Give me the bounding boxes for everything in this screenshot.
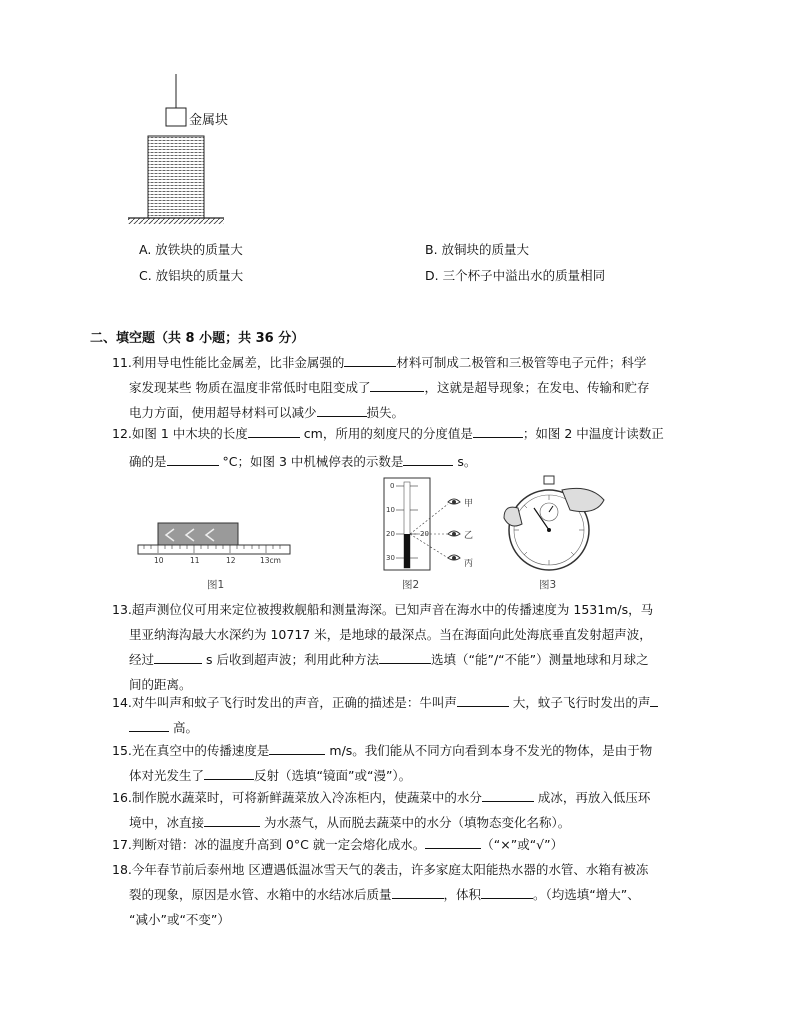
figure-3-caption: 图3 <box>539 579 557 591</box>
option-a[interactable]: A. 放铁块的质量大 <box>139 242 243 257</box>
answer-blank[interactable] <box>317 404 367 417</box>
question-number: 11. <box>112 355 132 370</box>
question-number: 17. <box>112 837 132 852</box>
question-number: 16. <box>112 790 132 805</box>
ruler-tick-label: 11 <box>190 556 200 565</box>
option-c[interactable]: C. 放铝块的质量大 <box>139 268 244 283</box>
question-16: 16.制作脱水蔬菜时，可将新鲜蔬菜放入冷冻柜内，使蔬菜中的水分 成冰，再放入低压环 境中，冰直接 为水蒸气，从而脱去蔬菜中的水分（填物态变化名称）。 <box>112 790 651 830</box>
figure-3-stopwatch <box>500 474 610 574</box>
thermometer-tick-label: 20 <box>420 530 429 538</box>
beaker-water <box>148 136 204 218</box>
answer-blank[interactable] <box>473 425 523 438</box>
question-number: 15. <box>112 743 132 758</box>
figure-1-ruler <box>134 515 294 565</box>
eye-icon <box>448 499 460 560</box>
question-number: 14. <box>112 695 132 710</box>
eye-label: 乙 <box>464 531 474 541</box>
section-title: 二、填空题（共 8 小题；共 36 分） <box>90 331 305 346</box>
question-number: 12. <box>112 426 132 441</box>
answer-blank[interactable] <box>425 836 481 849</box>
answer-blank[interactable] <box>204 767 254 780</box>
figure-1-caption: 图1 <box>207 579 225 591</box>
answer-blank[interactable] <box>481 886 533 899</box>
thermometer-tick-label: 0 <box>390 482 395 490</box>
question-number: 18. <box>112 862 132 877</box>
question-11: 11.利用导电性能比金属差，比非金属强的 材料可制成二极管和三极管等电子元件；科学 家发现某些 物质在温度非常低时电阻变成了 ，这就是超导现象；在发电、传输和贮存 电力方面，使用超导材料可以减少 损失。 <box>112 355 650 420</box>
thermometer-tick-label: 10 <box>386 506 395 514</box>
question-15: 15.光在真空中的传播速度是 m/s。我们能从不同方向看到本身不发光的物体，是由于物 体对光发生了 反射（选填“镜面”或“漫”）。 <box>112 743 653 783</box>
answer-blank[interactable] <box>344 354 396 367</box>
answer-blank[interactable] <box>248 425 300 438</box>
question-17: 17.判断对错：冰的温度升高到 0°C 就一定会熔化成水。 （“×”或“√”） <box>112 837 564 852</box>
metal-block-label: 金属块 <box>189 113 229 128</box>
answer-blank[interactable] <box>403 453 453 466</box>
answer-blank[interactable] <box>392 886 444 899</box>
ruler-tick-label: 12 <box>226 556 236 565</box>
figure-2-thermometer <box>382 476 482 572</box>
wood-block <box>158 523 238 545</box>
question-number: 13. <box>112 602 132 617</box>
answer-blank[interactable] <box>129 719 169 732</box>
option-d[interactable]: D. 三个杯子中溢出水的质量相同 <box>425 268 606 283</box>
answer-blank[interactable] <box>650 694 658 707</box>
answer-blank[interactable] <box>154 651 202 664</box>
ruler <box>138 545 290 554</box>
question-14: 14.对牛叫声和蚊子飞行时发出的声音，正确的描述是：牛叫声 大，蚊子飞行时发出的声 高。 <box>112 690 722 740</box>
mercury-column <box>404 534 410 568</box>
question-13: 13.超声测位仪可用来定位被搜救舰船和测量海深。已知声音在海水中的传播速度为 1531m/s，马 里亚纳海沟最大水深约为 10717 米，是地球的最深点。当在海面向此处海底垂直发射超声波， 经过 s 后收到超声波；利用此种方法 选填（“能”/“不能”）测量地球和月球之 间的距离。 <box>112 602 654 692</box>
metal-block-beaker-figure <box>128 70 268 230</box>
answer-blank[interactable] <box>370 379 424 392</box>
ruler-tick-label: 13cm <box>260 556 281 565</box>
answer-blank[interactable] <box>204 814 260 827</box>
answer-blank[interactable] <box>167 453 219 466</box>
option-b[interactable]: B. 放铜块的质量大 <box>425 242 530 257</box>
answer-blank[interactable] <box>457 694 509 707</box>
question-18: 18.今年春节前后泰州地 区遭遇低温冰雪天气的袭击，许多家庭太阳能热水器的水管、水箱有被冻 裂的现象，原因是水管、水箱中的水结冰后质量 ，体积 。（均选填“增大”、 “减小”或“不变”） <box>112 862 649 927</box>
metal-block <box>166 108 186 126</box>
eye-label: 甲 <box>464 499 474 509</box>
figure-2-caption: 图2 <box>402 579 420 591</box>
answer-blank[interactable] <box>482 789 534 802</box>
thermometer-tick-label: 20 <box>386 530 395 538</box>
eye-label: 丙 <box>464 559 474 569</box>
answer-blank[interactable] <box>379 651 431 664</box>
question-12: 12.如图 1 中木块的长度 cm，所用的刻度尺的分度值是 ；如图 2 中温度计读数正 确的是 °C；如图 3 中机械停表的示数是 s。 <box>112 426 664 469</box>
ruler-tick-label: 10 <box>154 556 164 565</box>
thermometer-tick-label: 30 <box>386 554 395 562</box>
answer-blank[interactable] <box>269 742 325 755</box>
